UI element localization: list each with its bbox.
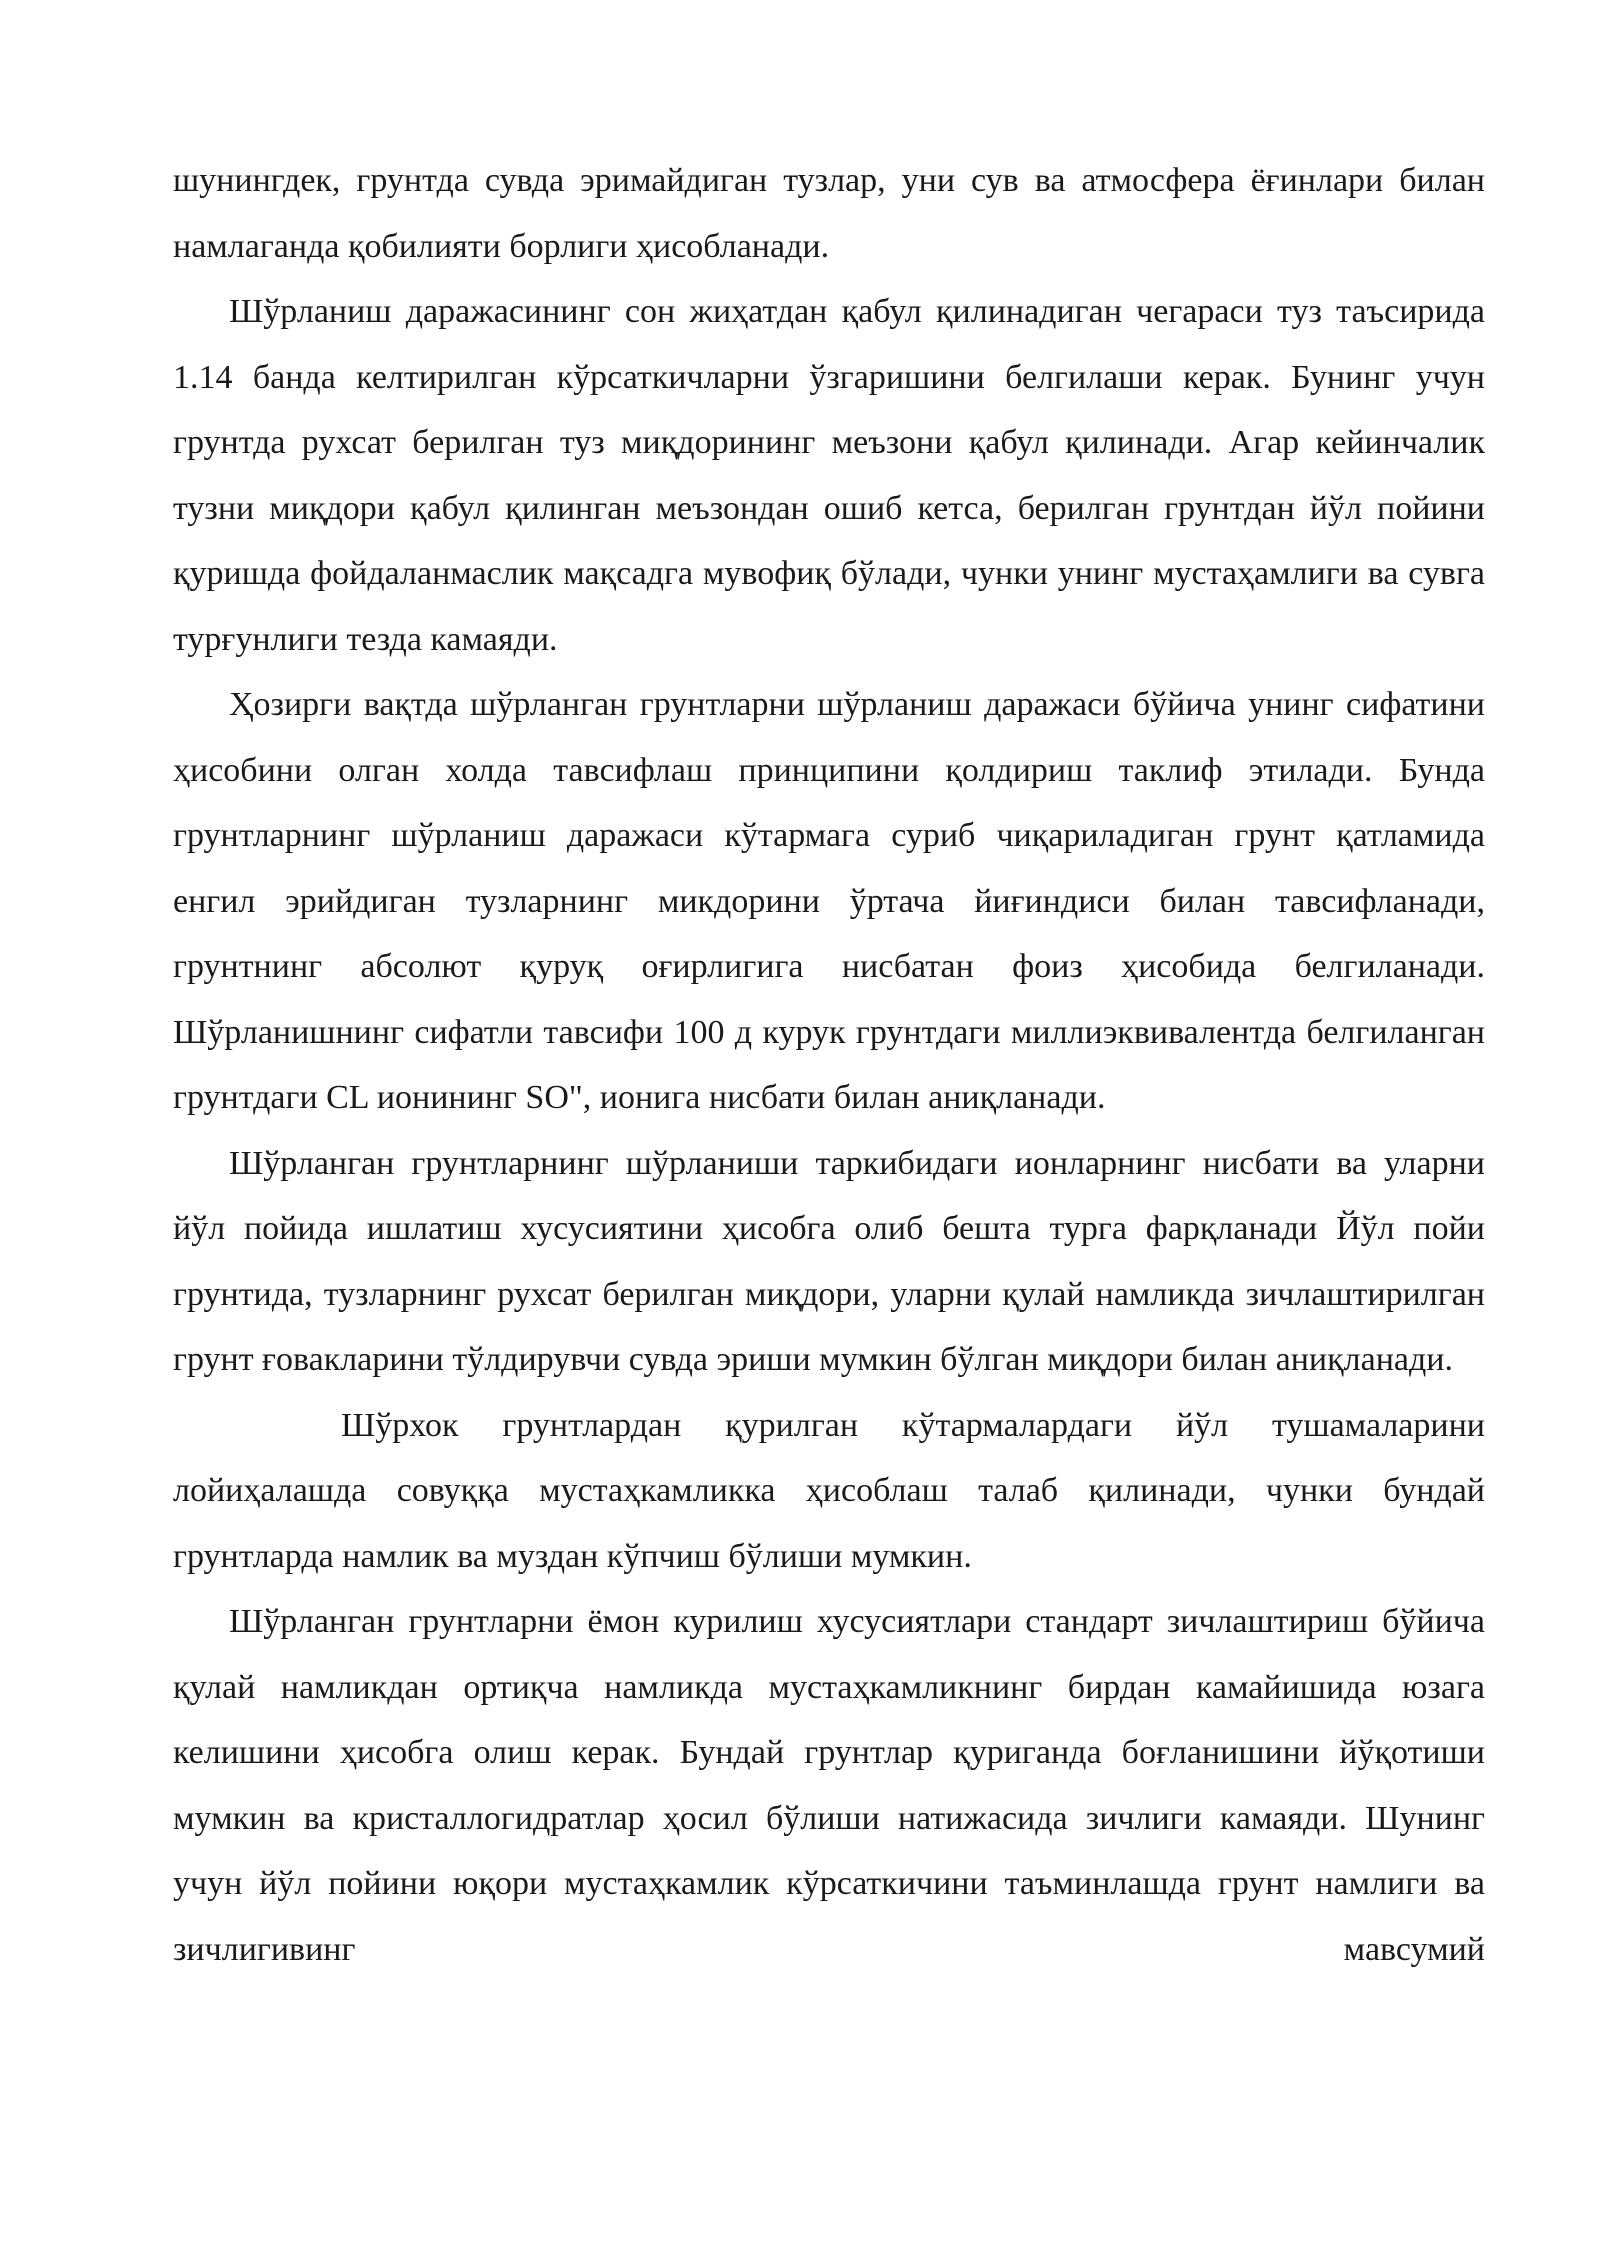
paragraph-4: Шўрланган грунтларнинг шўрланиши таркибидаги ионларнинг нисбати ва уларни йўл пойида ишлатиш хусусиятини ҳисобга олиб бешта турга фарқланади Йўл пойи грунтида, тузларнинг рухсат берилган миқдори, уларни қулай намликда зичлаштирилган грунт ғовакларини тўлдирувчи сувда эриши мумкин бўлган миқдори билан аниқланади. (173, 1144, 1485, 1378)
paragraph-3: Ҳозирги вақтда шўрланган грунтларни шўрланиш даражаси бўйича унинг сифатини ҳисобини олган холда тавсифлаш принципини қолдириш таклиф этилади. Бунда грунтларнинг шўрланиш даражаси кўтармага суриб чиқариладиган грунт қатламида енгил эрийдиган тузларнинг микдорини ўртача йиғиндиси билан тавсифланади, грунтнинг абсолют қуруқ оғирлигига нисбатан фоиз ҳисобида белгиланади. Шўрланишнинг сифатли тавсифи 100 д курук грунтдаги миллиэквивалентда белгиланган грунтдаги CL ионининг SO", ионига нисбати билан аниқланади. (173, 686, 1485, 1116)
paragraph-1: шунингдек, грунтда сувда эримайдиган тузлар, уни сув ва атмосфера ёғинлари билан намлаганда қобилияти борлиги ҳисобланади. (173, 162, 1485, 265)
paragraph-5: Шўрхок грунтлардан қурилган кўтармалардаги йўл тушамаларини лойиҳалашда совуққа мустаҳкамликка ҳисоблаш талаб қилинади, чунки бундай грунтларда намлик ва муздан кўпчиш бўлиши мумкин. (173, 1406, 1485, 1575)
paragraph-2: Шўрланиш даражасининг сон жиҳатдан қабул қилинадиган чегараси туз таъсирида 1.14 банда келтирилган кўрсаткичларни ўзгаришини белгилаши керак. Бунинг учун грунтда рухсат берилган туз миқдорининг меъзони қабул қилинади. Агар кейинчалик тузни миқдори қабул қилинган меъзондан ошиб кетса, берилган грунтдан йўл пойини қуришда фойдаланмаслик мақсадга мувофиқ бўлади, чунки унинг мустаҳамлиги ва сувга турғунлиги тезда камаяди. (173, 293, 1485, 658)
document-body (173, 148, 1485, 1982)
paragraph-6: Шўрланган грунтларни ёмон курилиш хусусиятлари стандарт зичлаштириш бўйича қулай намликдан ортиқча намликда мустаҳкамликнинг бирдан камайишида юзага келишини ҳисобга олиш керак. Бундай грунтлар қуриганда боғланишини йўқотиши мумкин ва кристаллогидратлар ҳосил бўлиши натижасида зичлиги камаяди. Шунинг учун йўл пойини юқори мустаҳкамлик кўрсаткичини таъминлашда грунт намлиги ва зичлигивинг мавсумий (173, 1603, 1485, 1968)
